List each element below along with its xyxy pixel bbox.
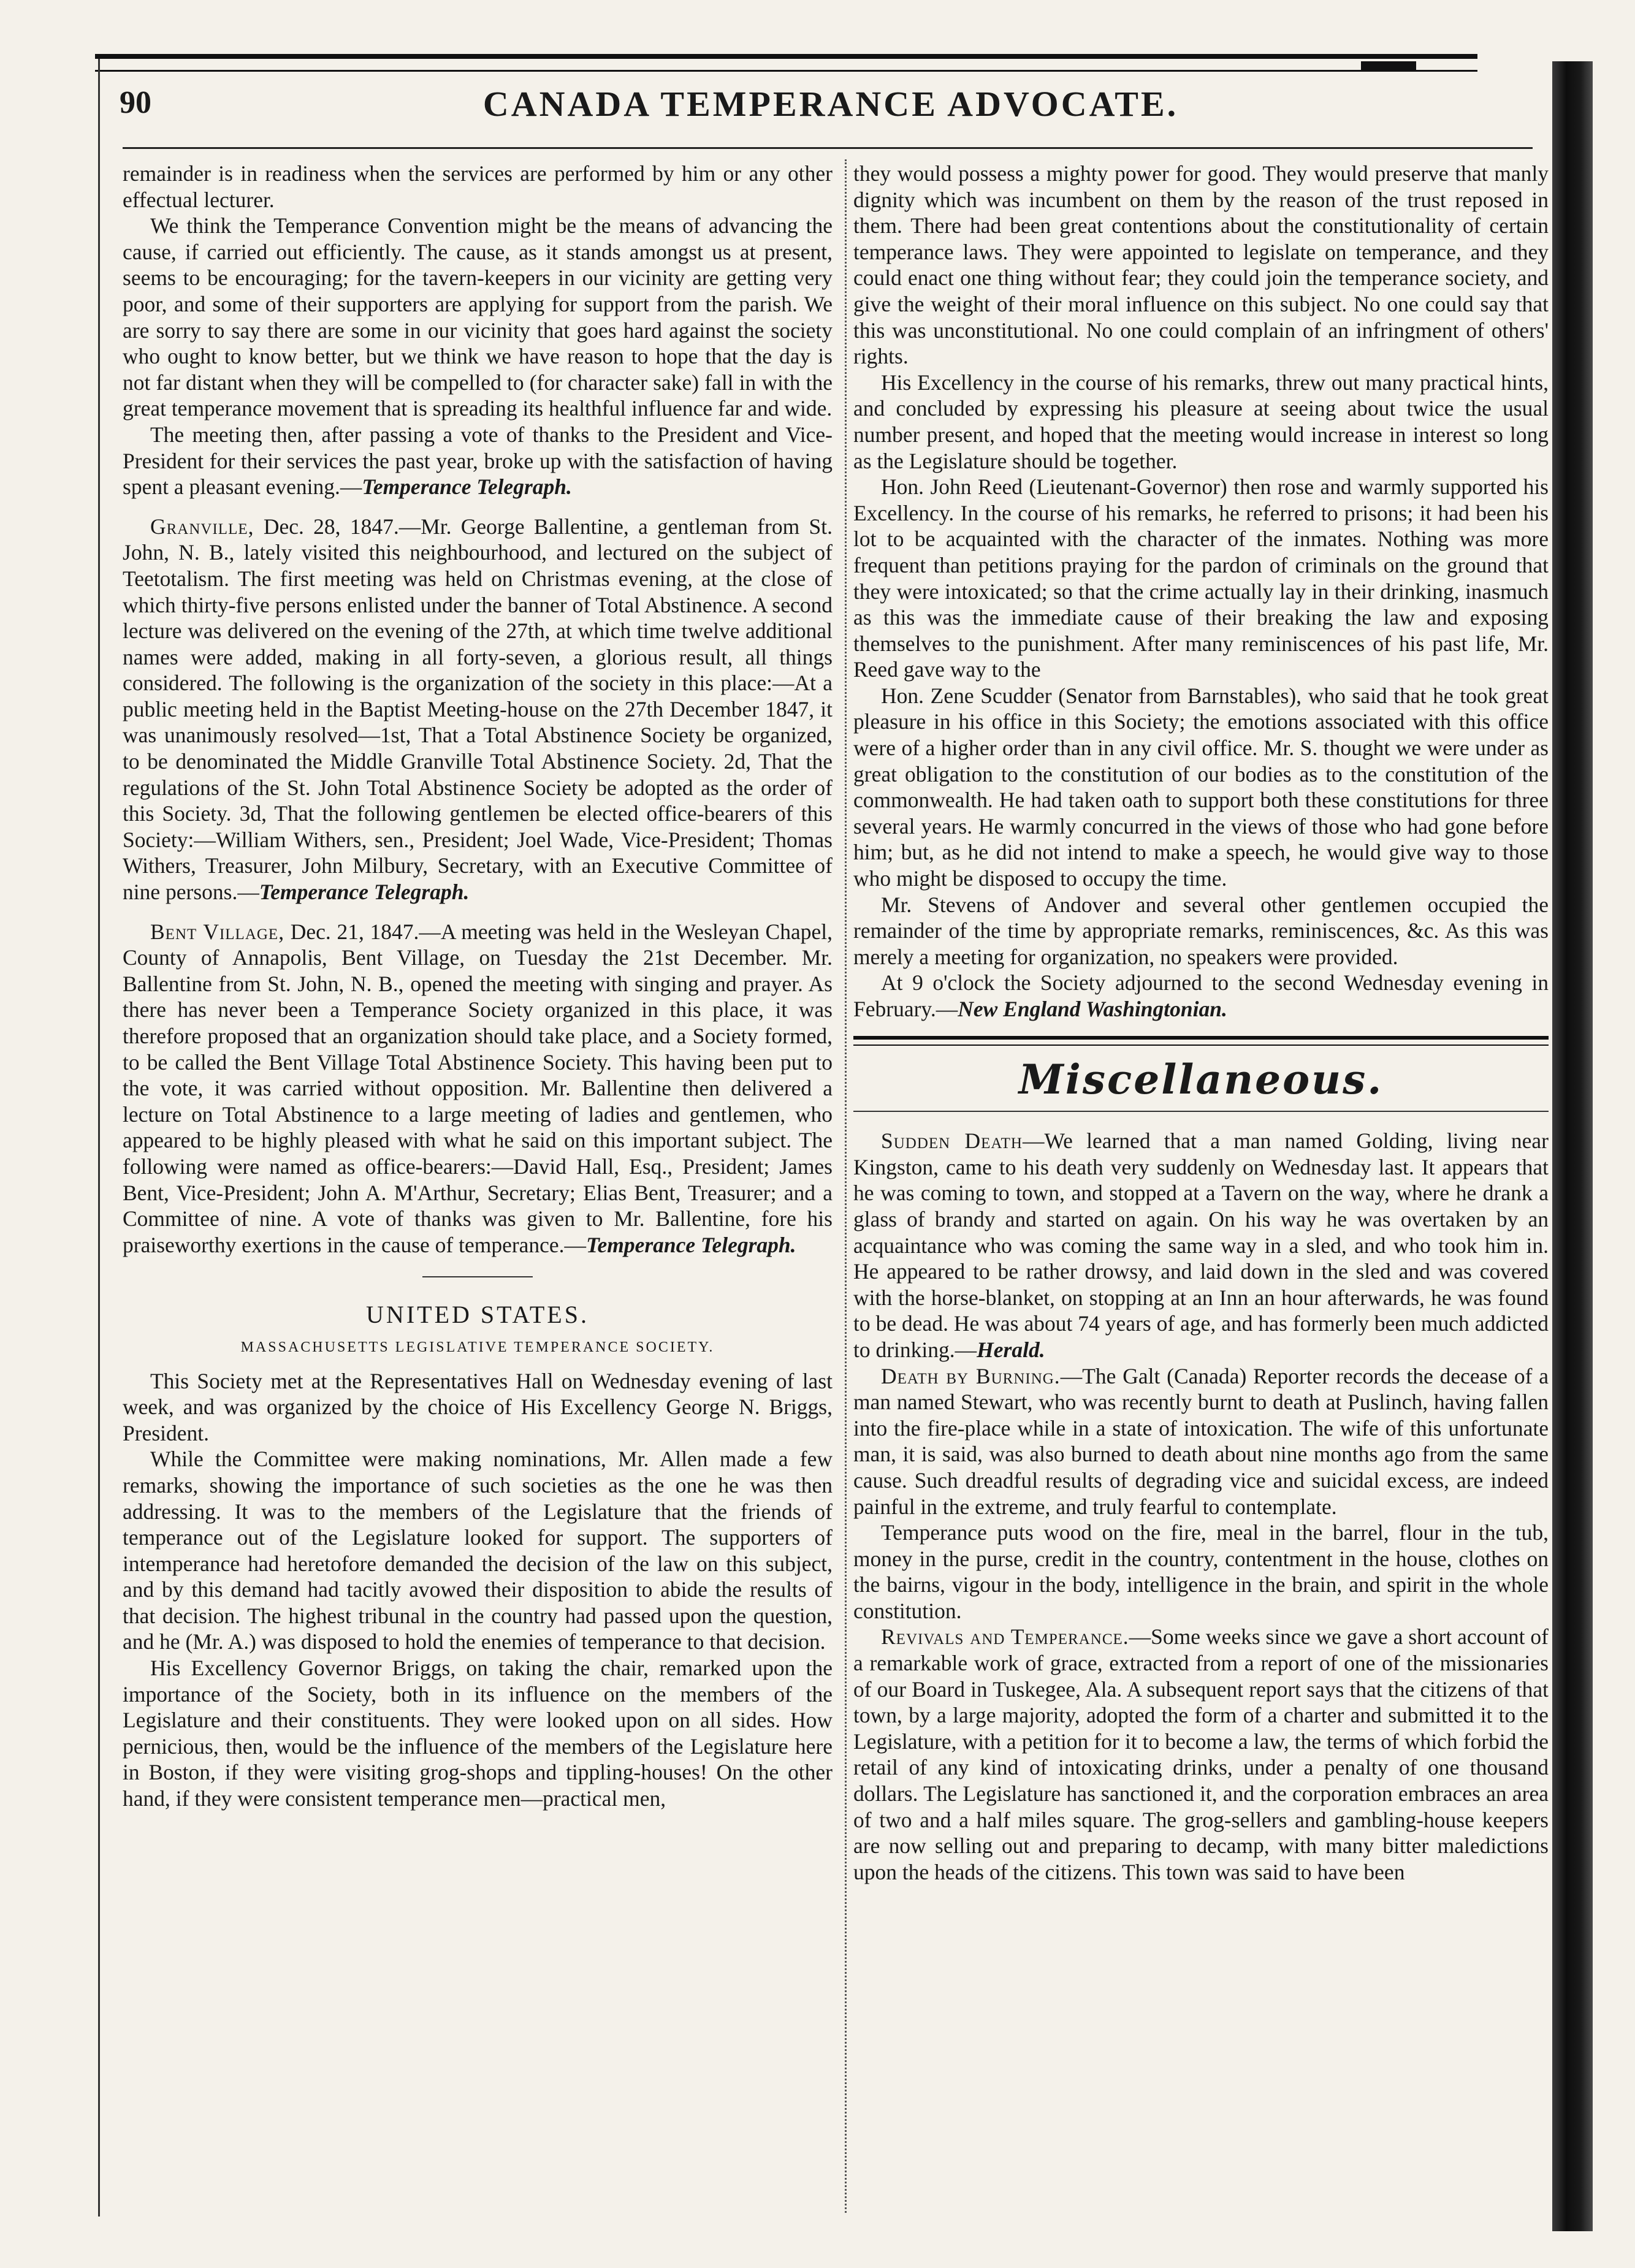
article-paragraph: Hon. Zene Scudder (Senator from Barnstables), who said that he took great pleasure in his office in this Society; the emotions associated with this office were of a higher order than in any civil office. Mr. S. thought we were under as great obligation to the constitution of our bodies as to the constitution of the commonwealth. He had taken oath to support both these constitutions for three several years. He warmly concurred in the views of those who had gone before him; but, as he did not intend to make a speech, he would give way to those who might be disposed to occupy the time. [853,683,1549,891]
article-paragraph: remainder is in readiness when the services are performed by him or any other effectual lecturer. [123,161,833,212]
article-paragraph: This Society met at the Representatives Hall on Wednesday evening of last week, and was organized by the choice of His Excellency George N. Briggs, President. [123,1368,833,1445]
top-border-rule [95,54,1477,72]
article-paragraph [853,970,1549,1022]
item-title: Sudden Death [881,1128,1023,1154]
section-double-rule [853,1036,1549,1046]
article-paragraph [123,514,833,905]
dateline: Granville, [150,514,254,539]
paragraph-text: Dec. 21, 1847.—A meeting was held in the Wesleyan Chapel, County of Annapolis, Bent Village, on Tuesday the 21st December. Mr. Ballentine from St. John, N. B., opened the meeting with singing and prayer. As there has never been a Temperance Society organized in this place, it was therefore proposed that an organization should take place, and a Society formed, to be called the Bent Village Total Abstinence Society. This having been put to the vote, it was carried without opposition. Mr. Ballentine then delivered a lecture on Total Abstinence to a large meeting of ladies and gentlemen, who appeared to be highly pleased with what he said on this important subject. The following were named as office-bearers:—David Hall, Esq., President; James Bent, Vice-President; John A. M'Arthur, Secretary; Elias Bent, Treasurer; and a Committee of nine. A vote of thanks was given to Mr. Ballentine, fore his praiseworthy exertions in the cause of temperance.— [123,919,833,1257]
article-paragraph: While the Committee were making nominations, Mr. Allen made a few remarks, showing the importance of such societies as the one he was then addressing. It was to the members of the Legislature that the friends of temperance out of the Legislature looked for support. The supporters of intemperance had heretofore demanded the decision of the law on this subject, and by this demand had tacitly avowed their disposition to abide the results of that decision. The highest tribunal in the country had passed upon the question, and he (Mr. A.) was disposed to hold the enemies of temperance to that decision. [123,1447,833,1654]
article-paragraph [853,1363,1549,1520]
top-border-cap [1361,61,1416,70]
header-rule [123,147,1533,149]
paragraph-text: The meeting then, after passing a vote of thanks to the President and Vice-President for their services the past year, broke up with the satisfaction of having spent a pleasant evening.— [123,422,833,500]
item-title: Death by Burning. [881,1363,1061,1388]
section-heading: UNITED STATES. [366,1301,589,1329]
source-credit: Herald. [977,1337,1045,1362]
article-paragraph: We think the Temperance Convention might be the means of advancing the cause, if carried out efficiently. The cause, as it stands amongst us at present, seems to be encouraging; for the tavern-keepers in our vicinity are getting very poor, and some of their supporters are applying for support from the parish. We are sorry to say there are some in our vicinity that goes hard against the society who ought to know better, but we think we have reason to hope that the day is not far distant when they will be compelled to (for character sake) fall in with the great temperance movement that is spreading its healthful influence far and wide. [123,213,833,421]
dateline: Bent Village, [150,919,285,944]
article-paragraph [123,422,833,500]
paragraph-text: —Some weeks since we gave a short account of a remarkable work of grace, extracted from a report of one of the missionaries of our Board in Tuskegee, Ala. A subsequent report says that the citizens of that town, by a large majority, adopted the form of a charter and submitted it to the Legislature, with a petition for it to become a law, the terms of which forbid the retail of any kind of intoxicating drinks, under a penalty of one thousand dollars. The Legislature has sanctioned it, and the corporation embraces an area of two and a half miles square. The grog-sellers and gambling-house keepers are now selling out and preparing to decamp, with many bitter maledictions upon the heads of the citizens. This town was said to have been [853,1624,1549,1884]
column-divider [845,159,847,2213]
left-column [123,161,833,1812]
article-paragraph: Temperance puts wood on the fire, meal in the barrel, flour in the tub, money in the purse, credit in the country, contentment in the house, clothes on the bairns, vigour in the body, intelligence in the brain, and spirit in the whole constitution. [853,1520,1549,1623]
page-header [120,80,1542,129]
masthead-title: CANADA TEMPERANCE ADVOCATE. [482,84,1179,124]
article-paragraph: they would possess a mighty power for good. They would preserve that manly dignity which was incumbent on them by the reason of the trust reposed in them. There had been great contentions about the constitutionality of certain temperance laws. They were appointed to legislate on temperance, and they could enact one thing without fear; they could join the temperance society, and give the weight of their moral influence on this subject. No one could say that this was unconstitutional. No one could complain of an infringment of others' rights. [853,161,1549,369]
source-credit: New England Washingtonian. [958,997,1227,1021]
binding-edge-shadow [1552,61,1593,2231]
subsection-heading: MASSACHUSETTS LEGISLATIVE TEMPERANCE SOCIETY. [240,1339,715,1355]
source-credit: Temperance Telegraph. [259,880,470,905]
article-paragraph: Mr. Stevens of Andover and several other gentlemen occupied the remainder of the time by appropriate remarks, reminiscences, &c. As this was merely a meeting for organization, no speakers were provided. [853,892,1549,969]
page-number: 90 [120,85,151,120]
paragraph-text: —We learned that a man named Golding, living near Kingston, came to his death very suddenly on Wednesday last. It appears that he was coming to town, and stopped at a Tavern on the way, where he drank a glass of brandy and started on again. On his way he was overtaken by an acquaintance who was coming the same way in a sled, and who took him in. He appeared to be rather drowsy, and laid down in the sled and was covered with the horse-blanket, on stopping at an Inn an hour afterwards, he was found to be dead. He was about 74 years of age, and has formerly been much addicted to drinking.— [853,1128,1549,1362]
source-credit: Temperance Telegraph. [586,1232,796,1257]
article-paragraph [853,1128,1549,1363]
paragraph-text: Dec. 28, 1847.—Mr. George Ballentine, a gentleman from St. John, N. B., lately visited this neighbourhood, and lectured on the subject of Teetotalism. The first meeting was held on Christmas evening, at the close of which thirty-five persons enlisted under the banner of Total Abstinence. A second lecture was delivered on the evening of the 27th, at which time twelve additional names were added, making in all forty-seven, a glorious result, all things considered. The following is the organization of the society in this place:—At a public meeting held in the Baptist Meeting-house on the 27th December 1847, it was unanimously resolved—1st, That a Total Abstinence Society be organized, to be denominated the Middle Granville Total Abstinence Society. 2d, That the regulations of the St. John Total Abstinence Society be adopted as the order of this Society. 3d, That the following gentlemen be elected office-bearers of this Society:—William Withers, sen., President; Joel Wade, Vice-President; Thomas Withers, Treasurer, John Milbury, Secretary, with an Executive Committee of nine persons.— [123,514,833,905]
section-heading: Miscellaneous. [1018,1055,1384,1103]
article-paragraph: Hon. John Reed (Lieutenant-Governor) then rose and warmly supported his Excellency. In the course of his remarks, he referred to prisons; it had been his lot to be acquainted with the character of the inmates. Nothing was more frequent than petitions praying for the pardon of criminals on the ground that they were intoxicated; so that the crime actually lay in their drinking, inasmuch as this was the immediate cause of their breaking the law and exposing themselves to the punishment. After many reminiscences of his past life, Mr. Reed gave way to the [853,474,1549,682]
source-credit: Temperance Telegraph. [362,474,572,500]
article-paragraph [123,919,833,1258]
left-border-rule [98,59,100,2217]
section-rule [853,1111,1549,1112]
item-title: Revivals and Temperance. [881,1624,1129,1650]
article-paragraph [853,1624,1549,1885]
paragraph-text: At 9 o'clock the Society adjourned to the second Wednesday evening in February.— [853,970,1549,1021]
article-paragraph: His Excellency Governor Briggs, on taking the chair, remarked upon the importance of the Society, both in its influence on the members of the Legislature and their constituents. They were looked upon on all sides. How pernicious, then, would be the influence of the members of the Legislature here in Boston, if they were visiting grog-shops and tippling-houses! On the other hand, if they were consistent temperance men—practical men, [123,1656,833,1811]
paragraph-text: —The Galt (Canada) Reporter records the decease of a man named Stewart, who was recently burnt to death at Puslinch, having fallen into the fire-place while in a state of intoxication. The wife of this unfortunate man, it is said, was also burned to death about nine months ago from the same cause. Such dreadful results of degrading vice and suicidal excess, are indeed painful in the extreme, and truly fearful to contemplate. [853,1363,1549,1519]
section-separator [422,1276,533,1277]
right-column [853,161,1549,1885]
article-paragraph: His Excellency in the course of his remarks, threw out many practical hints, and concluded by expressing his pleasure at seeing about twice the usual number present, and hoped that the meeting would increase in interest so long as the Legislature should be together. [853,370,1549,473]
